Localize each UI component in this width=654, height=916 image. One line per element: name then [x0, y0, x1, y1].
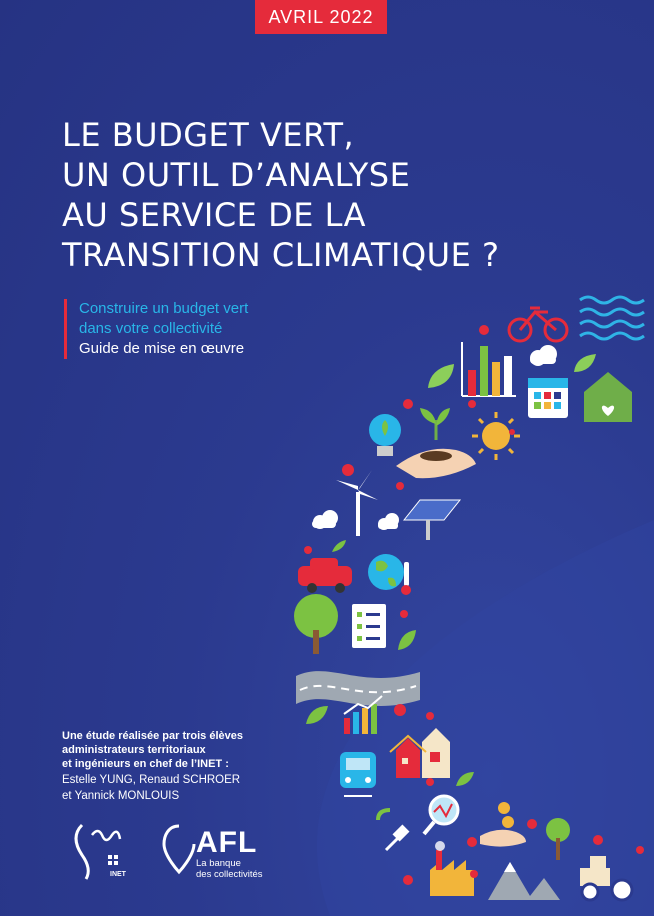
- factory-icon: [430, 841, 474, 896]
- credits-names-1: Estelle YUNG, Renaud SCHROER: [62, 774, 241, 786]
- train-icon: [340, 752, 376, 796]
- date-tag: AVRIL 2022: [255, 0, 387, 34]
- tree-icon-2: [546, 818, 570, 860]
- afl-tagline: [196, 858, 263, 880]
- globe-thermometer-icon: [368, 554, 411, 595]
- title-line-3: AU SERVICE DE LA: [62, 196, 367, 234]
- leaf-icon-2: [574, 354, 596, 372]
- afl-tagline-2: des collectivités: [196, 869, 263, 880]
- subtitle-line-1: Construire un budget vert: [79, 300, 249, 317]
- subtitle-block: [64, 299, 248, 359]
- lightbulb-icon: [369, 414, 401, 456]
- credits-intro-1: Une étude réalisée par trois élèves: [62, 730, 243, 742]
- title-line-4: TRANSITION CLIMATIQUE ?: [62, 236, 500, 274]
- afl-name: AFL: [196, 826, 258, 859]
- afl-pin-icon: [162, 824, 196, 876]
- title-line-1: LE BUDGET VERT,: [62, 116, 355, 154]
- mountains-icon: [488, 862, 560, 900]
- sun-icon: [472, 412, 520, 460]
- leaf-icon-4: [306, 706, 328, 724]
- electric-car-icon: [298, 540, 352, 593]
- inet-logo: [62, 815, 142, 885]
- credits-names-2: et Yannick MONLOUIS: [62, 790, 180, 802]
- page-title: [62, 115, 532, 275]
- cloud-icon: [530, 345, 557, 366]
- checklist-icon: [352, 604, 386, 648]
- decorative-dots: [304, 325, 644, 885]
- cloud-icon-2: [312, 510, 338, 529]
- leaf-icon: [428, 364, 454, 388]
- plug-icon: [378, 810, 409, 850]
- growth-chart-icon: [344, 696, 382, 734]
- cloud-icon-3: [378, 513, 399, 530]
- credits-intro-2: administrateurs territoriaux: [62, 744, 206, 756]
- subtitle-line-2: dans votre collectivité: [79, 320, 223, 337]
- tractor-icon: [580, 856, 632, 900]
- background-curve: [317, 520, 654, 916]
- inet-label: INET: [110, 871, 126, 878]
- wind-turbine-icon: [336, 470, 378, 536]
- magnifier-icon: [424, 796, 458, 834]
- bar-chart-icon: [462, 342, 516, 396]
- credits-intro-3: et ingénieurs en chef de l’INET :: [62, 758, 229, 770]
- credits-block: [62, 729, 322, 803]
- bicycle-icon: [509, 308, 567, 341]
- leaf-icon-3: [398, 630, 416, 650]
- solar-panel-icon: [404, 500, 460, 540]
- plant-in-hands-icon: [396, 408, 476, 478]
- title-line-2: UN OUTIL D’ANALYSE: [62, 156, 411, 194]
- calendar-icon: [528, 378, 568, 418]
- house-icon: [584, 372, 632, 422]
- afl-logo: [162, 822, 282, 882]
- buildings-icon: [390, 728, 450, 778]
- leaf-icon-5: [456, 772, 474, 786]
- coins-in-hand-icon: [480, 802, 526, 847]
- inet-logo-mark: [62, 815, 142, 885]
- subtitle-line-3: Guide de mise en œuvre: [79, 340, 245, 357]
- road-icon: [296, 671, 420, 706]
- waves-icon: [580, 297, 644, 339]
- afl-tagline-1: La banque: [196, 858, 241, 869]
- tree-icon: [294, 594, 338, 654]
